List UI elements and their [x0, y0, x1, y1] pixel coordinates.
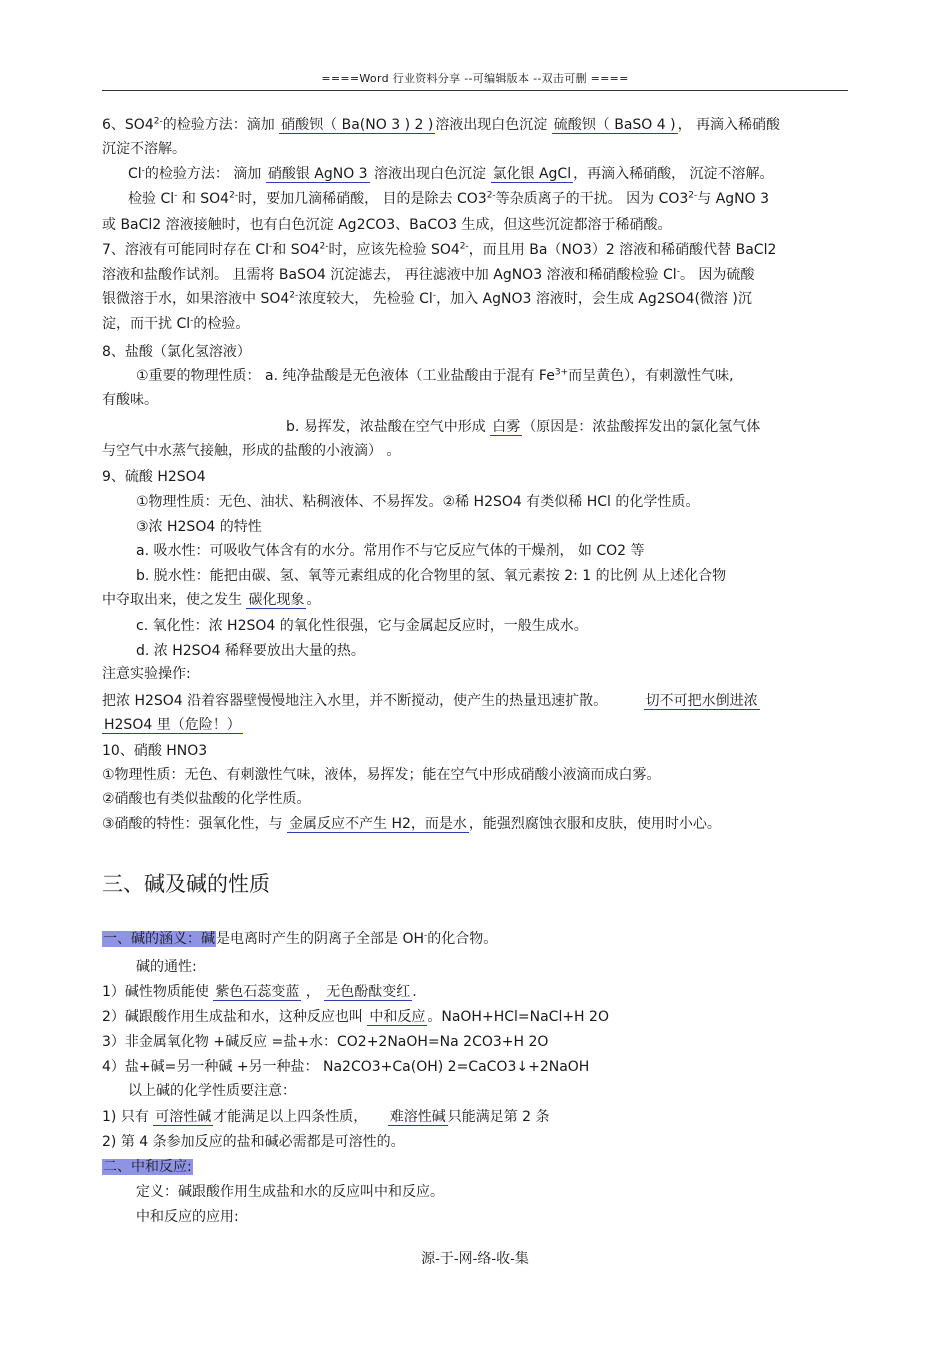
blank-answer: 金属反应不产生 H2，而是水: [289, 816, 467, 832]
text-line: a. 吸水性：可吸收气体含有的水分。常用作不与它反应气体的干燥剂， 如 CO2 等: [136, 543, 645, 559]
text-line: ③浓 H2SO4 的特性: [136, 519, 262, 535]
blank-answer: 白雾: [492, 419, 521, 435]
text-line: 4）盐+碱=另一种碱 +另一种盐： Na2CO3+Ca(OH) 2=CaCO3↓+2NaOH: [102, 1059, 590, 1075]
text-line: 一、碱的涵义：碱是电离时产生的阴离子全部是 OH-的化合物。: [103, 930, 498, 947]
paragraph-coexist: 7、溶液有可能同时存在 Cl-和 $SO4^{2-}$时，应该先检验 $SO4^{2-}$，而且用 Ba（NO3）2 溶液和稀硝酸代替 BaCl2: [102, 241, 777, 258]
page-footer: 源-于-网-络-收-集: [421, 1251, 529, 1267]
text-line: 与空气中水蒸气接触，形成的盐酸的小液滴） 。: [102, 443, 401, 459]
heading-nitric-acid: 10、硝酸 HNO3: [102, 743, 208, 759]
highlight: 一、碱的涵义：碱: [103, 931, 215, 947]
section-title: 三、碱及碱的性质: [102, 872, 270, 896]
text-line: [102, 1158, 850, 1176]
text-line: 中和反应的应用:: [136, 1209, 239, 1225]
text-line: 或 BaCl2 溶液接触时，也有白色沉淀 Ag2CO3、BaCO3 生成，但这些沉淀都溶于稀硝酸。: [102, 217, 672, 233]
heading-sulfuric-acid: 9、硫酸 H2SO4: [102, 469, 206, 485]
text-line: 沉淀不溶解。: [102, 141, 186, 157]
text-line: 定义：碱跟酸作用生成盐和水的反应叫中和反应。: [136, 1184, 444, 1200]
blank-answer: 硝酸银 AgNO 3: [267, 166, 368, 182]
text-line: 注意实验操作:: [102, 666, 191, 682]
highlight: 二、中和反应:: [103, 1159, 192, 1175]
text-line: 中夺取出来，使之发生 碳化现象 。: [102, 592, 321, 608]
text-line: 把浓 H2SO4 沿着容器壁慢慢地注入水里，并不断搅动，使产生的热量迅速扩散。 切不可把水倒进浓: [102, 693, 758, 709]
text-line: ①物理性质：无色、有刺激性气味，液体，易挥发；能在空气中形成硝酸小液滴而成白雾。: [102, 767, 661, 783]
blank-answer: 硝酸钡（ Ba(NO 3 ) 2 ): [281, 117, 434, 133]
text-line: 碱的通性:: [136, 959, 197, 975]
blank-answer: 中和反应: [369, 1009, 426, 1025]
blank-answer: 紫色石蕊变蓝: [215, 984, 300, 1000]
paragraph-chloride-test: Cl-的检验方法： 滴加 硝酸银 AgNO 3 溶液出现白色沉淀 氯化银 AgCl ，再滴入稀硝酸， 沉淀不溶解。: [128, 165, 774, 182]
text-line: c. 氧化性：浓 H2SO4 的氧化性很强，它与金属起反应时，一般生成水。: [136, 618, 588, 634]
text-line: 2) 第 4 条参加反应的盐和碱必需都是可溶性的。: [102, 1134, 405, 1150]
text-line: 淀，而干扰 Cl-的检验。: [102, 315, 250, 332]
text-line: 以上碱的化学性质要注意：: [128, 1083, 296, 1099]
text-line: [102, 716, 850, 734]
text-line: 银微溶于水，如果溶液中 $SO4^{2-}$浓度较大， 先检验 Cl-，加入 AgNO3 溶液时，会生成 Ag2SO4(微溶 )沉: [102, 290, 752, 307]
text-line: ①物理性质：无色、油状、粘稠液体、不易挥发。②稀 H2SO4 有类似稀 HCl 的化学性质。: [136, 494, 700, 510]
blank-answer: 可溶性碱: [155, 1109, 212, 1125]
text-line: ③硝酸的特性：强氧化性，与 金属反应不产生 H2，而是水 ，能强烈腐蚀衣服和皮肤，使用时小心。: [102, 816, 721, 832]
text-line: 3）非金属氧化物 +碱反应 =盐+水：CO2+2NaOH=Na 2CO3+H 2O: [102, 1034, 549, 1050]
text-line: 有酸味。: [102, 392, 158, 408]
text-line: 1) 只有 可溶性碱 才能满足以上四条性质， 难溶性碱 只能满足第 2 条: [102, 1109, 550, 1125]
heading-hydrochloric-acid: 8、盐酸（氯化氢溶液）: [102, 344, 251, 360]
blank-answer: 切不可把水倒进浓: [645, 693, 758, 709]
paragraph-sulfate-test: 6、$SO4^{2-}$的检验方法：滴加 硝酸钡（ Ba(NO 3 ) 2 ) 溶液出现白色沉淀 硫酸钡（ BaSO 4 ) ， 再滴入稀硝酸: [102, 116, 781, 133]
text-line: b. 脱水性：能把由碳、氢、氧等元素组成的化合物里的氢、氧元素按 2: 1 的比例 从上述化合物: [136, 568, 727, 584]
text-line: d. 浓 H2SO4 稀释要放出大量的热。: [136, 643, 365, 659]
blank-answer: 硫酸钡（ BaSO 4 ): [553, 117, 676, 133]
blank-answer: 碳化现象: [248, 592, 305, 608]
blank-answer: H2SO4 里（危险！）: [104, 717, 241, 733]
blank-answer: 难溶性碱: [389, 1109, 446, 1125]
page-header: ====Word 行业资料分享 --可编辑版本 --双击可删 ====: [321, 72, 629, 85]
text-line: ①重要的物理性质： a. 纯净盐酸是无色液体（工业盐酸由于混有 $Fe^{3+}$而呈黄色），有刺激性气味,: [136, 367, 734, 384]
blank-answer: 氯化银 AgCl: [492, 166, 572, 182]
text-line: 1）碱性物质能使 紫色石蕊变蓝 ， 无色酚酞变红 .: [102, 984, 417, 1000]
header-divider: [102, 90, 848, 91]
text-line: 检验 Cl- 和 $SO4^{2-}$时，要加几滴稀硝酸， 目的是除去 $CO3^{2-}$等杂质离子的干扰。 因为 $CO3^{2-}$与 AgNO 3: [128, 190, 770, 207]
text-line: b. 易挥发，浓盐酸在空气中形成 白雾 （原因是：浓盐酸挥发出的氯化氢气体: [286, 419, 761, 435]
text-line: 溶液和盐酸作试剂。 且需将 BaSO4 沉淀滤去， 再往滤液中加 AgNO3 溶液和稀硝酸检验 Cl-。 因为硫酸: [102, 266, 755, 283]
text-line: 2）碱跟酸作用生成盐和水，这种反应也叫 中和反应 。NaOH+HCl=NaCl+H 2O: [102, 1009, 609, 1025]
text-line: ②硝酸也有类似盐酸的化学性质。: [102, 791, 311, 807]
blank-answer: 无色酚酞变红: [326, 984, 411, 1000]
